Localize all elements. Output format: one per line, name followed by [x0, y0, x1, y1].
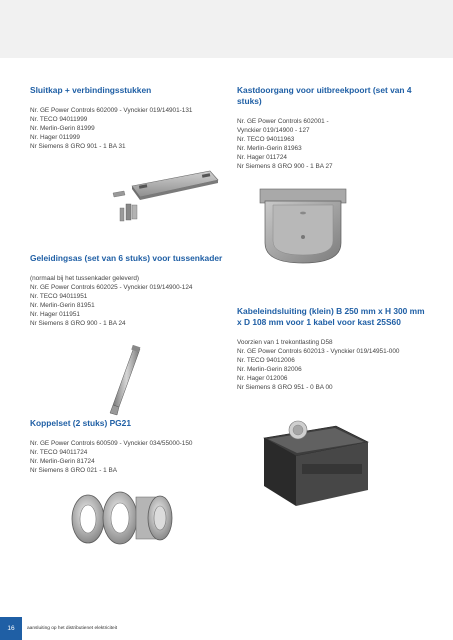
product-line: Nr. GE Power Controls 602009 - Vynckier 019/14901-131 [30, 107, 193, 114]
product-line: Nr Siemens 8 GRO 901 - 1 BA 31 [30, 142, 126, 150]
section-kabeleindsluiting [237, 306, 429, 392]
product-line: Nr. Hager 011951 [30, 310, 80, 318]
product-line: Nr. Hager 011724 [237, 153, 287, 161]
kabeleindsluiting-product-image [258, 420, 373, 512]
product-line: Nr Siemens 8 GRO 021 - 1 BA [30, 466, 118, 474]
product-line: Nr Siemens 8 GRO 900 - 1 BA 24 [30, 319, 126, 327]
product-line: Nr. TECO 94011963 [237, 135, 295, 143]
product-lines [237, 339, 429, 392]
product-line: Nr. TECO 94011724 [30, 448, 88, 456]
product-line: Nr. TECO 94012006 [237, 356, 295, 364]
geleidingsas-product-image [105, 345, 155, 420]
product-line: Nr Siemens 8 GRO 951 - 0 BA 00 [237, 383, 333, 391]
section-title: Kabeleindsluiting (klein) B 250 mm x H 300 mm x D 108 mm voor 1 kabel voor kast 25S60 [237, 306, 425, 327]
product-line: Nr. GE Power Controls 602025 - Vynckier 019/14900-124 [30, 283, 193, 291]
product-lines [237, 118, 427, 171]
product-line: Nr. Merlin-Gerin 81963 [237, 144, 302, 152]
product-line: Nr. TECO 94011999 [30, 115, 88, 123]
section-sluitkap [30, 85, 225, 152]
sluitkap-product-image [110, 168, 225, 238]
product-line: Nr Siemens 8 GRO 900 - 1 BA 27 [237, 162, 333, 170]
section-kastdoorgang [237, 85, 427, 171]
section-title: Geleidingsas (set van 6 stuks) voor tussenkader [30, 253, 223, 263]
kastdoorgang-product-image [255, 185, 350, 267]
section-title: Koppelset (2 stuks) PG21 [30, 418, 131, 428]
footer-text: aansluiting op het distributienet elektriciteit [27, 626, 118, 631]
product-line: Nr. GE Power Controls 602013 - Vynckier 019/14951-000 [237, 347, 400, 355]
product-line: (normaal bij het tussenkader geleverd) [30, 275, 140, 282]
product-line: Nr. Merlin-Gerin 81724 [30, 457, 95, 465]
product-line: Nr. Hager 012006 [237, 374, 288, 382]
section-title: Sluitkap + verbindingsstukken [30, 85, 152, 95]
koppelset-product-image [68, 485, 178, 555]
product-line: Voorzien van 1 trekontlasting D58 [237, 339, 333, 346]
header-band [0, 0, 453, 58]
page-number: 16 [0, 617, 22, 640]
product-line: Vynckier 019/14900 - 127 [237, 126, 310, 134]
product-lines [30, 440, 225, 476]
product-line: Nr. Merlin-Gerin 81951 [30, 301, 95, 309]
section-koppelset [30, 418, 225, 476]
section-title: Kastdoorgang voor uitbreekpoort (set van 4 stuks) [237, 85, 412, 106]
product-lines [30, 275, 225, 328]
product-line: Nr. Merlin-Gerin 81999 [30, 124, 95, 132]
product-line: Nr. TECO 94011951 [30, 292, 88, 300]
product-line: Nr. Merlin-Gerin 82006 [237, 365, 302, 373]
product-line: Nr. GE Power Controls 602001 - [237, 118, 329, 125]
product-lines [30, 107, 225, 152]
product-line: Nr. GE Power Controls 600509 - Vynckier 034/55000-150 [30, 440, 193, 447]
product-line: Nr. Hager 011999 [30, 133, 80, 141]
section-geleidingsas [30, 253, 225, 328]
